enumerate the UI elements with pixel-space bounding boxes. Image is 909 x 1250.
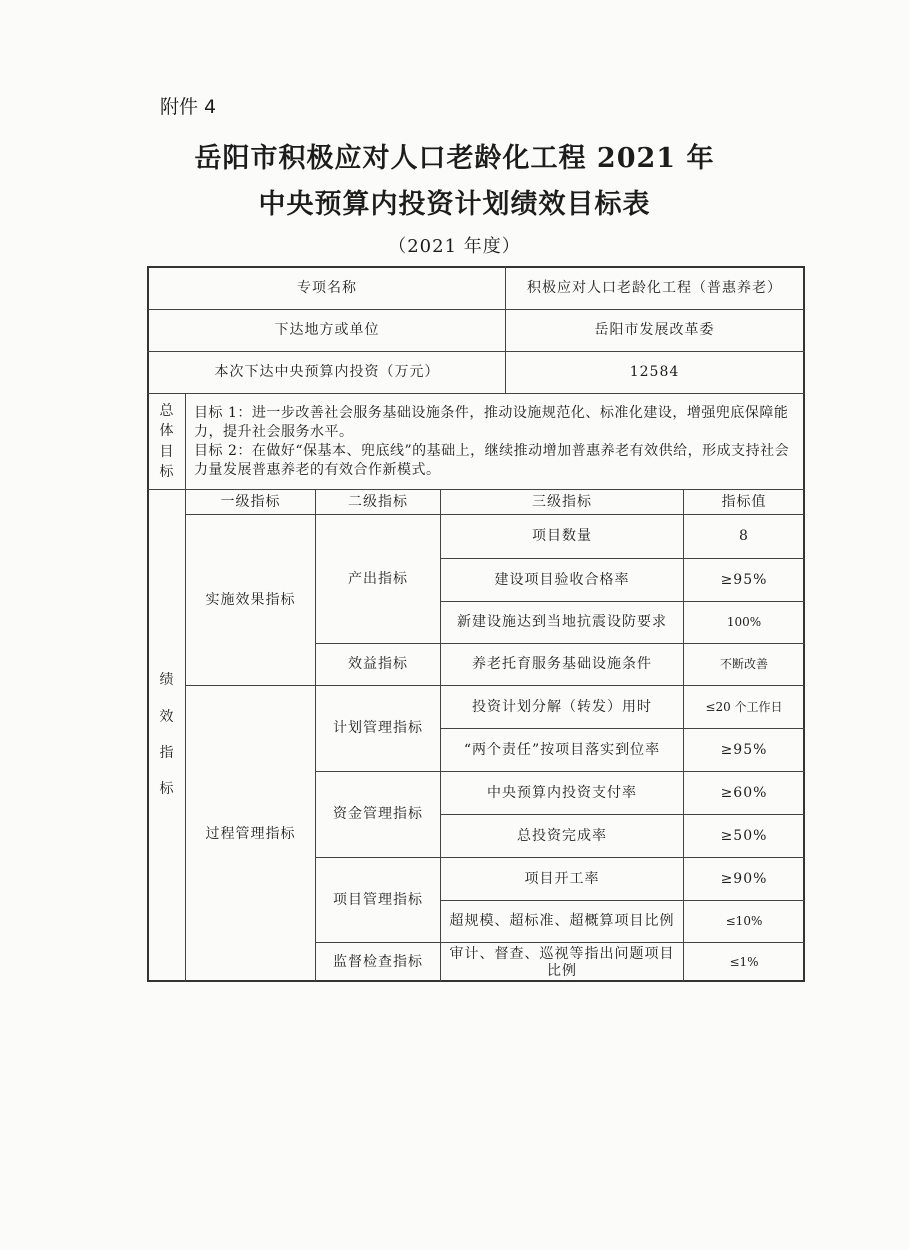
row-divider [147,393,805,394]
unit-value: 岳阳市发展改革委 [594,322,715,339]
indicator-value: ≥95% [720,571,768,588]
attachment-label: 附件 4 [160,96,217,118]
overall-goal-label-char: 总 [159,402,175,419]
level2-output: 产出指标 [348,570,408,587]
level2-project-management: 项目管理指标 [333,891,423,908]
level3-item: 总投资完成率 [517,827,607,844]
level3-item: 项目数量 [532,528,592,545]
overall-goal-label [149,394,185,489]
indicator-value: ≥95% [720,741,768,758]
investment-value: 12584 [629,364,680,381]
overall-goal-label-char: 标 [159,463,175,480]
level2-plan-management: 计划管理指标 [333,720,423,737]
indicator-value: ≥50% [720,827,768,844]
header-level1: 一级指标 [220,493,281,510]
performance-label-char: 指 [159,745,175,761]
year-label: （2021 年度） [388,236,521,257]
level3-item: 超规模、超标准、超概算项目比例 [449,913,675,930]
level3-item: 新建设施达到当地抗震设防要求 [457,614,667,631]
level3-item: 审计、督查、巡视等指出问题项目比例 [449,945,675,979]
performance-label-char: 标 [159,781,175,798]
level3-item: 中央预算内投资支付率 [487,784,637,801]
level2-fund-management: 资金管理指标 [333,806,423,823]
header-value: 指标值 [721,493,767,510]
title-line-1: 岳阳市积极应对人口老龄化工程 2021 年 [194,143,715,174]
performance-label-char: 绩 [159,672,175,689]
header-level3: 三级指标 [532,493,592,510]
indicator-value: 不断改善 [719,657,768,672]
overall-goals [194,404,798,480]
header-level2: 二级指标 [348,493,408,510]
indicator-value: 100% [726,615,762,630]
goal-2: 目标 2：在做好“保基本、兜底线”的基础上，继续推动增加普惠养老有效供给，形成支持社会力量发展普惠养老的有效合作新模式。 [194,442,790,478]
level1-process-management: 过程管理指标 [205,825,296,842]
project-value: 积极应对人口老龄化工程（普惠养老） [527,280,782,297]
level2-benefit: 效益指标 [348,656,408,673]
title-line-2: 中央预算内投资计划绩效目标表 [258,189,651,220]
level3-item: “两个责任”按项目落实到位率 [463,741,661,758]
project-label: 专项名称 [297,280,357,297]
level2-supervision: 监督检查指标 [333,954,423,971]
indicator-value: 8 [739,528,749,545]
level3-item: 投资计划分解（转发）用时 [472,698,652,715]
indicator-value: ≤10% [725,914,763,929]
performance-label [149,490,185,980]
investment-label: 本次下达中央预算内投资（万元） [214,364,440,381]
level3-item: 建设项目验收合格率 [494,571,630,588]
indicator-value: ≤1% [729,955,759,970]
level3-item: 项目开工率 [524,870,600,887]
overall-goal-label-char: 目 [159,443,175,460]
level1-implementation-effect: 实施效果指标 [205,591,296,608]
unit-label: 下达地方或单位 [274,322,380,339]
indicator-value: ≥90% [720,870,768,887]
indicator-value: ≥60% [720,784,768,801]
indicator-value: ≤20 个工作日 [705,699,783,714]
level3-item: 养老托育服务基础设施条件 [472,656,652,673]
overall-goal-label-char: 体 [159,423,175,440]
performance-label-char: 效 [159,708,175,725]
goal-1: 目标 1：进一步改善社会服务基础设施条件，推动设施规范化、标准化建设，增强兜底保障能力，提升社会服务水平。 [194,405,789,440]
